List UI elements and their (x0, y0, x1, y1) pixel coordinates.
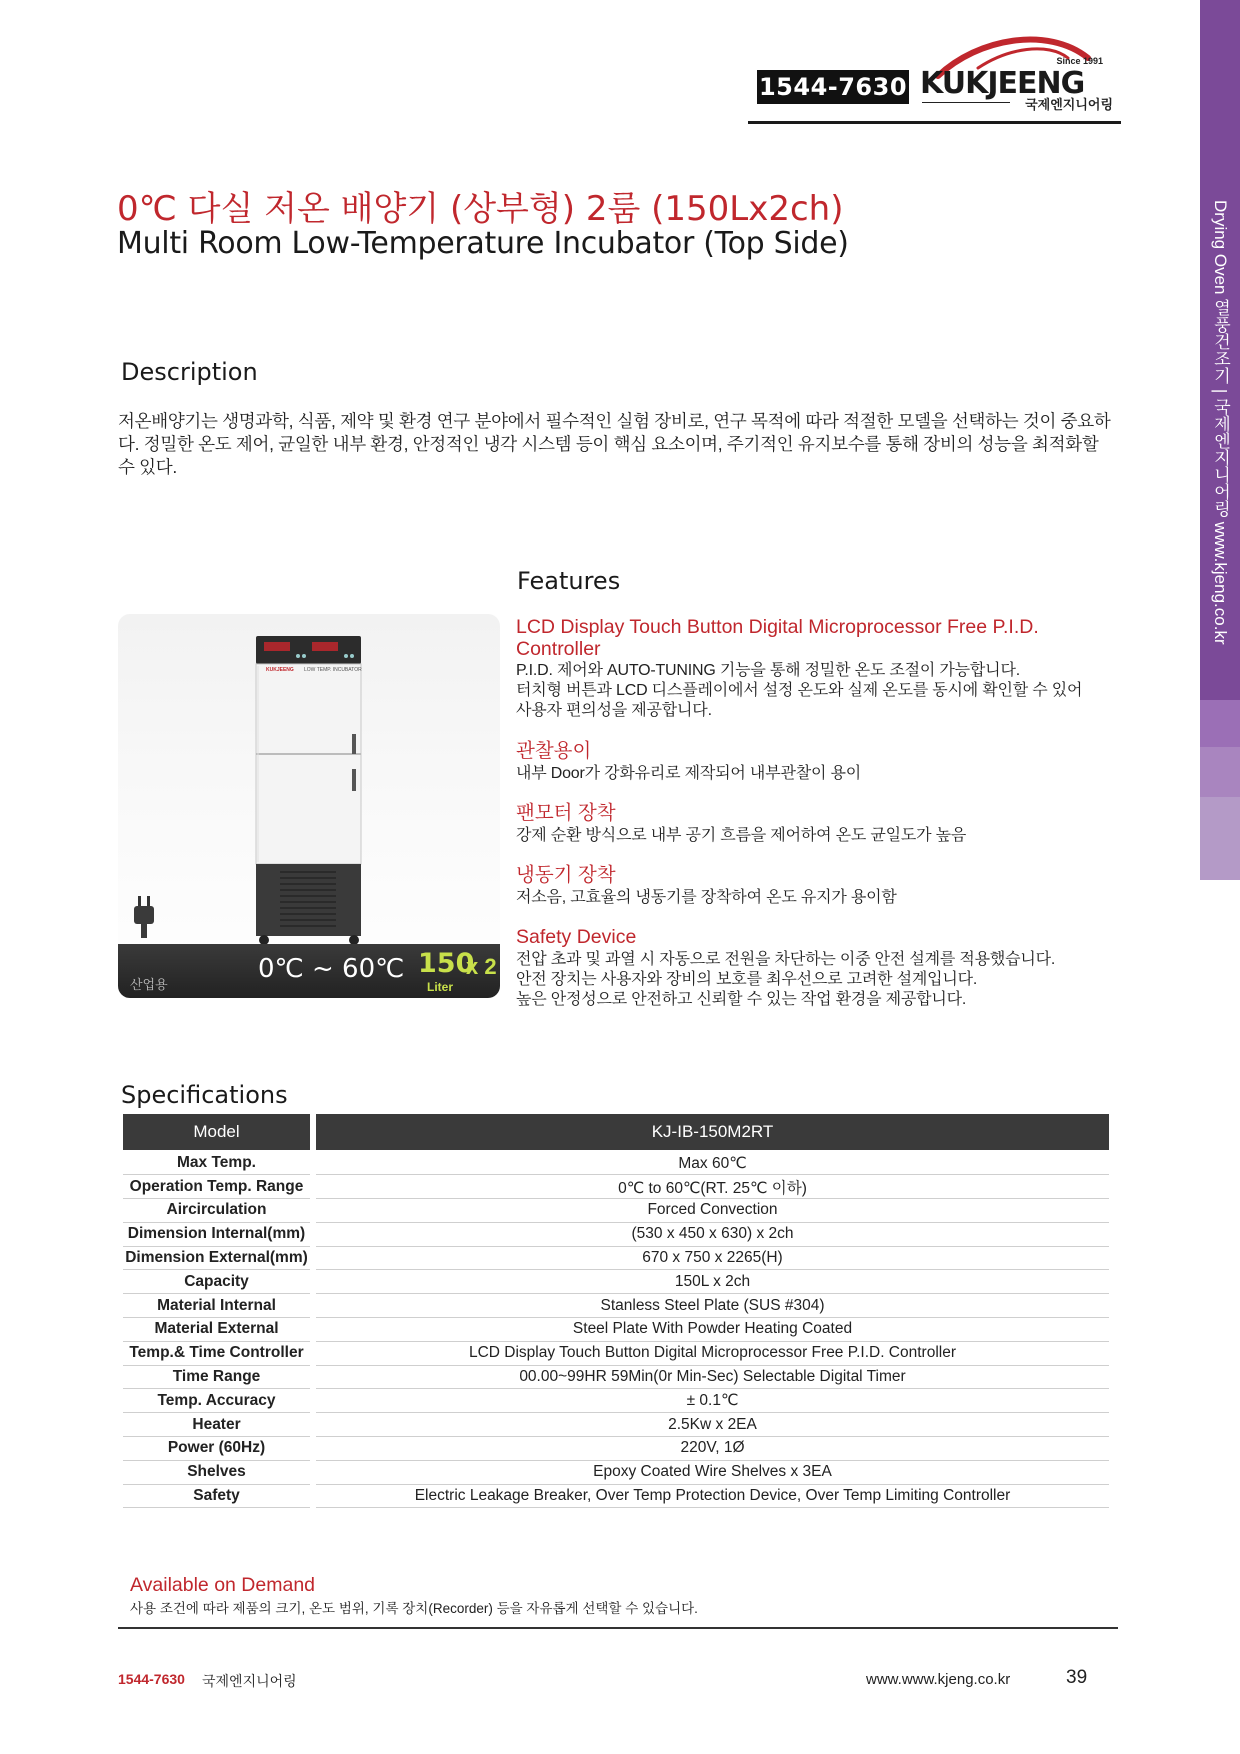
spec-label: Dimension External(mm) (123, 1246, 313, 1270)
feature-title: 관찰용이 (516, 740, 592, 762)
footer-phone: 1544-7630 (118, 1671, 185, 1687)
feature-title: Safety Device (516, 926, 637, 948)
spec-label: Operation Temp. Range (123, 1175, 313, 1199)
logo-since: Since 1991 (1056, 56, 1103, 66)
spec-label: Temp.& Time Controller (123, 1341, 313, 1365)
feature-line: 안전 장치는 사용자와 장비의 보호를 최우선으로 고려한 설계입니다. (516, 971, 978, 988)
header-rule (748, 121, 1121, 124)
feature-line: 내부 Door가 강화유리로 제작되어 내부관찰이 용이 (516, 765, 861, 782)
footer-company: 국제엔지니어링 (202, 1673, 297, 1689)
band-label: 산업용 (130, 977, 168, 992)
table-row (123, 1222, 1109, 1246)
description-text: 저온배양기는 생명과학, 식품, 제약 및 환경 연구 분야에서 필수적인 실험 장비로, 연구 목적에 따라 적절한 모델을 선택하는 것이 중요하다. 정밀한 온도 제어, 균일한 내부 환경, 안정적인 냉각 시스템 등이 핵심 요소이며, 주기적인 유지보수를 통해 장비의 성능을 최적화할 수 있다. (118, 411, 1111, 477)
panel-brand: KUKJEENG (266, 667, 294, 673)
spec-value: LCD Display Touch Button Digital Microprocessor Free P.I.D. Controller (313, 1341, 1109, 1365)
logo-korean: 국제엔지니어링 (1025, 97, 1113, 112)
spec-value: Stanless Steel Plate (SUS #304) (313, 1294, 1109, 1318)
feature-line: 저소음, 고효율의 냉동기를 장착하여 온도 유지가 용이함 (516, 889, 897, 906)
spec-label: Temp. Accuracy (123, 1389, 313, 1413)
product-image (118, 614, 500, 998)
temp-range: 0℃ ~ 60℃ (258, 954, 405, 984)
page-title-korean: 0℃ 다실 저온 배양기 (상부형) 2룸 (150Lx2ch) (117, 189, 844, 229)
spec-value: Max 60℃ (313, 1151, 1109, 1175)
feature-line: 강제 순환 방식으로 내부 공기 흐름을 제어하여 온도 균일도가 높음 (516, 827, 967, 844)
spec-header-label: Model (123, 1114, 313, 1151)
spec-value: Electric Leakage Breaker, Over Temp Protection Device, Over Temp Limiting Controller (313, 1484, 1109, 1508)
feature-line: P.I.D. 제어와 AUTO-TUNING 기능을 통해 정밀한 온도 조절이 가능합니다. (516, 662, 1020, 679)
features-heading: Features (517, 567, 621, 595)
spec-label: Material External (123, 1318, 313, 1342)
plug-icon (134, 896, 154, 938)
spec-label: Shelves (123, 1460, 313, 1484)
side-tab-segment (1200, 747, 1240, 797)
feature-line: 터치형 버튼과 LCD 디스플레이에서 설정 온도와 실제 온도를 동시에 확인할 수 있어 (516, 682, 1083, 699)
feature-line: 사용자 편의성을 제공합니다. (516, 702, 712, 719)
spec-label: Max Temp. (123, 1151, 313, 1175)
spec-value: 0℃ to 60℃(RT. 25℃ 이하) (313, 1175, 1109, 1199)
logo-wordmark: KUKJEENG (920, 66, 1085, 101)
spec-header-row (123, 1114, 1109, 1151)
spec-label: Dimension Internal(mm) (123, 1222, 313, 1246)
page-title-english: Multi Room Low-Temperature Incubator (Top Side) (117, 226, 849, 261)
spec-value: Forced Convection (313, 1199, 1109, 1223)
description-heading: Description (121, 358, 258, 386)
page-number: 39 (1066, 1667, 1088, 1688)
capacity-multiplier: x 2 (466, 954, 497, 979)
feature-title: 냉동기 장착 (516, 864, 616, 886)
spec-value: 150L x 2ch (313, 1270, 1109, 1294)
spec-value: Epoxy Coated Wire Shelves x 3EA (313, 1460, 1109, 1484)
table-row (123, 1484, 1109, 1508)
header-phone: 1544-7630 (757, 70, 909, 104)
table-row (123, 1389, 1109, 1413)
side-tab-text: Drying Oven 열풍건조기 | 국제엔지니어링 www.kjeng.co.kr (1211, 200, 1230, 645)
specifications-heading: Specifications (121, 1081, 288, 1109)
spec-label: Capacity (123, 1270, 313, 1294)
available-title: Available on Demand (130, 1574, 316, 1596)
spec-label: Safety (123, 1484, 313, 1508)
spec-label: Aircirculation (123, 1199, 313, 1223)
spec-value: 220V, 1Ø (313, 1437, 1109, 1461)
table-row (123, 1413, 1109, 1437)
feature-title: 팬모터 장착 (516, 802, 616, 824)
spec-label: Material Internal (123, 1294, 313, 1318)
table-row (123, 1151, 1109, 1175)
spec-value: 2.5Kw x 2EA (313, 1413, 1109, 1437)
feature-line: 높은 안정성으로 안전하고 신뢰할 수 있는 작업 환경을 제공합니다. (516, 991, 967, 1008)
table-row (123, 1437, 1109, 1461)
company-logo (918, 28, 1123, 110)
spec-table (123, 1114, 1109, 1508)
spec-label: Power (60Hz) (123, 1437, 313, 1461)
incubator-illustration (118, 614, 500, 954)
table-row (123, 1460, 1109, 1484)
feature-title: LCD Display Touch Button Digital Microprocessor Free P.I.D. Controller (516, 616, 1039, 660)
panel-model: LOW TEMP. INCUBATOR (304, 667, 362, 673)
spec-value: 670 x 750 x 2265(H) (313, 1246, 1109, 1270)
footer-rule (118, 1627, 1118, 1629)
spec-value: Steel Plate With Powder Heating Coated (313, 1318, 1109, 1342)
capacity-value: 150 (418, 948, 475, 979)
spec-value: 00.00~99HR 59Min(0r Min-Sec) Selectable Digital Timer (313, 1365, 1109, 1389)
table-row (123, 1365, 1109, 1389)
spec-value: (530 x 450 x 630) x 2ch (313, 1222, 1109, 1246)
footer-url: www.www.kjeng.co.kr (866, 1671, 1011, 1688)
table-row (123, 1318, 1109, 1342)
table-row (123, 1175, 1109, 1199)
logo-line (922, 102, 1010, 103)
table-row (123, 1294, 1109, 1318)
feature-line: 전압 초과 및 과열 시 자동으로 전원을 차단하는 이중 안전 설계를 적용했습니다. (516, 951, 1056, 968)
table-row (123, 1270, 1109, 1294)
capacity-unit: Liter (427, 980, 454, 994)
table-row (123, 1246, 1109, 1270)
spec-label: Time Range (123, 1365, 313, 1389)
spec-value: ± 0.1℃ (313, 1389, 1109, 1413)
table-row (123, 1199, 1109, 1223)
side-tab-segment (1200, 700, 1240, 747)
side-tab-segment (1200, 797, 1240, 880)
available-text: 사용 조건에 따라 제품의 크기, 온도 범위, 기록 장치(Recorder) 등을 자유롭게 선택할 수 있습니다. (130, 1601, 698, 1616)
spec-label: Heater (123, 1413, 313, 1437)
table-row (123, 1341, 1109, 1365)
spec-header-value: KJ-IB-150M2RT (313, 1114, 1109, 1151)
